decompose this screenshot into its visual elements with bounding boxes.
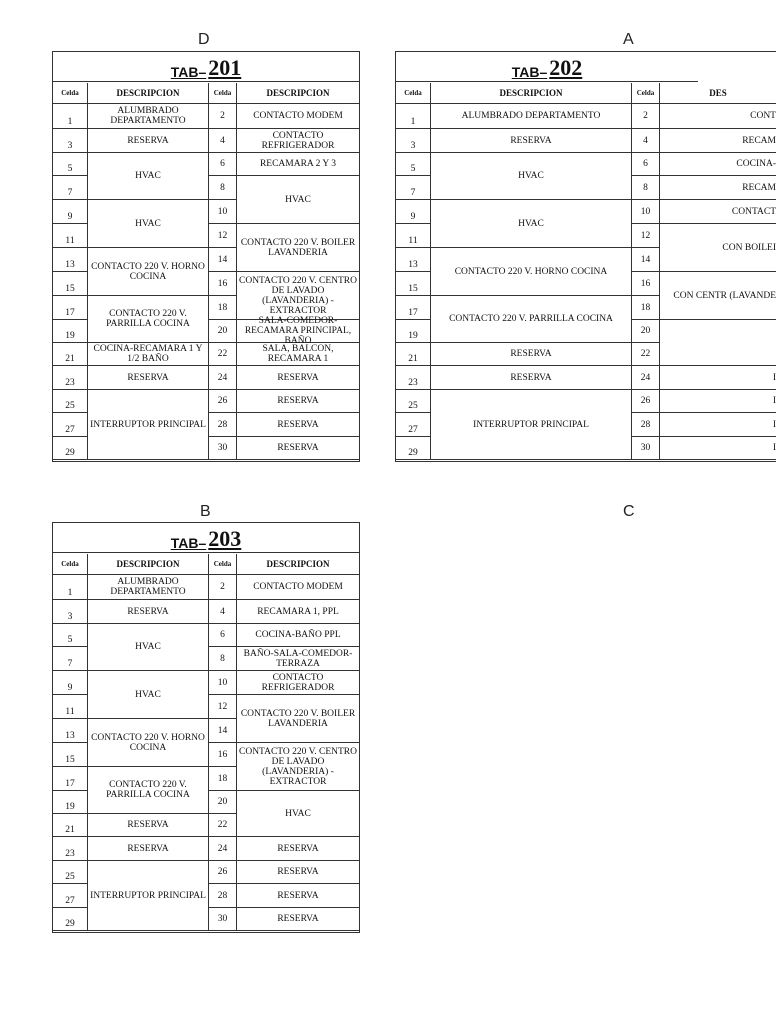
circuit-description: CON BOILEI [660,224,776,272]
circuit-number: 12 [209,224,237,248]
column-header: DESCRIPCION [237,554,359,575]
quadrant-letter-d: D [198,31,210,48]
circuit-description: CONTACTO 220 V. HORNO COCINA [88,248,209,296]
circuit-number: 26 [632,390,660,413]
panel-title [396,52,698,82]
circuit-number: 4 [632,129,660,153]
circuit-number: 5 [53,624,88,647]
circuit-description: CONTACTO 220 V. PARRILLA COCINA [431,296,632,343]
column-header: DESCRIPCION [88,83,209,104]
circuit-number: 20 [632,320,660,343]
circuit-description: HVAC [88,153,209,200]
circuit-description: SALA, BALCON, RECAMARA 1 [237,343,359,366]
circuit-description: RECAM [660,129,776,153]
circuit-number: 25 [53,861,88,884]
circuit-number: 9 [53,200,88,224]
circuit-description: COCINA-BAÑO PPL [237,624,359,647]
circuit-number: 1 [53,104,88,129]
circuit-number: 17 [53,767,88,791]
circuit-description: CONTACTO MODEM [237,575,359,600]
circuit-number: 24 [209,837,237,861]
circuit-number: 10 [632,200,660,224]
circuit-description: RESERVA [88,129,209,153]
circuit-number: 21 [53,814,88,837]
circuit-description: CONTACTO 220 V. CENTRO DE LAVADO (LAVANDERIA) - EXTRACTOR [237,272,359,320]
circuit-number: 1 [396,104,431,129]
circuit-number: 19 [53,791,88,814]
circuit-number: 14 [209,719,237,743]
circuit-number: 25 [53,390,88,413]
circuit-number: 3 [53,600,88,624]
circuit-number: 9 [396,200,431,224]
circuit-number: 11 [53,695,88,719]
circuit-description: RESERVA [431,343,632,366]
circuit-number: 19 [396,320,431,343]
circuit-description: BAÑO-SALA-COMEDOR-TERRAZA [237,647,359,671]
circuit-description: INTERRUPTOR PRINCIPAL [431,390,632,460]
circuit-description: HVAC [88,624,209,671]
circuit-number: 21 [53,343,88,366]
panel-title [53,52,359,82]
circuit-number: 12 [209,695,237,719]
circuit-description: CONT [660,104,776,129]
circuit-number: 19 [53,320,88,343]
circuit-number: 26 [209,861,237,884]
column-header: Celda [396,83,431,104]
circuit-number: 20 [209,320,237,343]
quadrant-letter-b: B [200,503,211,520]
circuit-description: INTERRUPTOR PRINCIPAL [88,861,209,931]
circuit-number: 23 [53,837,88,861]
circuit-description: ALUMBRADO DEPARTAMENTO [431,104,632,129]
column-header: Celda [53,83,88,104]
circuit-description: RECAMARA 2 Y 3 [237,153,359,176]
column-header: Celda [53,554,88,575]
circuit-description: CONTACTO 220 V. BOILER LAVANDERIA [237,695,359,743]
circuit-number: 3 [53,129,88,153]
circuit-number: 8 [209,647,237,671]
circuit-number: 9 [53,671,88,695]
circuit-number: 11 [53,224,88,248]
circuit-number: 23 [396,366,431,390]
circuit-number: 28 [209,884,237,908]
circuit-number: 11 [396,224,431,248]
panel-schedule-d [52,51,360,462]
circuit-description: RESERVA [237,908,359,931]
circuit-number: 4 [209,129,237,153]
tab-prefix: TAB– [511,64,548,80]
circuit-number: 7 [396,176,431,200]
circuit-description: RESERVA [431,129,632,153]
circuit-description: CONTACTO MODEM [237,104,359,129]
circuit-number: 30 [632,437,660,460]
tab-prefix: TAB– [170,64,207,80]
circuit-description: HVAC [88,671,209,719]
circuit-description: HVAC [431,153,632,200]
circuit-number: 24 [632,366,660,390]
circuit-number: 2 [209,575,237,600]
circuit-number: 2 [632,104,660,129]
circuit-number: 13 [53,719,88,743]
circuit-number: 5 [53,153,88,176]
panel-schedule-b [52,522,360,933]
column-header: DESCRIPCION [237,83,359,104]
circuit-description: RESERVA [237,437,359,460]
circuit-number: 5 [396,153,431,176]
circuit-description: RESERVA [237,413,359,437]
column-header: Celda [632,83,660,104]
circuit-number: 18 [209,767,237,791]
circuit-description: CONTACTO 220 V. HORNO COCINA [431,248,632,296]
circuit-number: 10 [209,200,237,224]
circuit-description: SALA-COMEDOR-RECAMARA PRINCIPAL, BAÑO [237,320,359,343]
circuit-number: 7 [53,176,88,200]
tab-prefix: TAB– [170,535,207,551]
circuit-number: 2 [209,104,237,129]
circuit-number: 17 [396,296,431,320]
circuit-number: 22 [209,814,237,837]
circuit-number: 6 [632,153,660,176]
circuit-number: 3 [396,129,431,153]
circuit-description: RECAMARA 1, PPL [237,600,359,624]
circuit-description: HVAC [237,791,359,837]
circuit-number: 29 [53,908,88,931]
circuit-number: 15 [396,272,431,296]
circuit-number: 8 [632,176,660,200]
circuit-description: RESERVA [88,366,209,390]
circuit-description: I [660,366,776,390]
circuit-number: 25 [396,390,431,413]
tab-number: 203 [208,526,242,551]
circuit-number: 15 [53,743,88,767]
circuit-description: COCINA-RECAMARA 1 Y 1/2 BAÑO [88,343,209,366]
circuit-number: 20 [209,791,237,814]
circuit-number: 16 [209,272,237,296]
circuit-description: RESERVA [237,884,359,908]
circuit-description: RESERVA [237,366,359,390]
circuit-number: 24 [209,366,237,390]
circuit-description: CONTACTO 220 V. PARRILLA COCINA [88,296,209,343]
circuit-number: 27 [53,413,88,437]
circuit-number: 8 [209,176,237,200]
column-header: Celda [209,83,237,104]
panel-schedule-a [395,51,776,462]
circuit-description: RESERVA [237,390,359,413]
panel-title [53,523,359,553]
circuit-number: 6 [209,624,237,647]
circuit-description: CONTACTO REFRIGERADOR [237,671,359,695]
circuit-number: 27 [396,413,431,437]
circuit-number: 30 [209,908,237,931]
column-header: DES [660,83,776,104]
column-header: DESCRIPCION [431,83,632,104]
circuit-number: 1 [53,575,88,600]
circuit-number: 26 [209,390,237,413]
circuit-number: 27 [53,884,88,908]
circuit-description: RESERVA [88,814,209,837]
circuit-number: 22 [209,343,237,366]
circuit-description: ALUMBRADO DEPARTAMENTO [88,104,209,129]
circuit-description: CONTACTO REFRIGERADOR [237,129,359,153]
circuit-description: COCINA- [660,153,776,176]
tab-number: 201 [208,55,242,80]
circuit-description: INTERRUPTOR PRINCIPAL [88,390,209,460]
circuit-description: I [660,437,776,460]
circuit-number: 28 [209,413,237,437]
circuit-number: 4 [209,600,237,624]
circuit-number: 23 [53,366,88,390]
quadrant-letter-a: A [623,31,634,48]
circuit-description: I [660,413,776,437]
circuit-description: RECAM [660,176,776,200]
circuit-description: RESERVA [237,837,359,861]
circuit-number: 29 [396,437,431,460]
quadrant-letter-c: C [623,503,635,520]
circuit-description: ALUMBRADO DEPARTAMENTO [88,575,209,600]
circuit-number: 30 [209,437,237,460]
circuit-description: CONTACTO 220 V. HORNO COCINA [88,719,209,767]
circuit-description: HVAC [88,200,209,248]
circuit-description: RESERVA [431,366,632,390]
circuit-number: 6 [209,153,237,176]
circuit-number: 12 [632,224,660,248]
circuit-description: CONTACTO 220 V. PARRILLA COCINA [88,767,209,814]
circuit-description: RESERVA [88,837,209,861]
circuit-number: 28 [632,413,660,437]
circuit-description: CONTACTO 220 V. BOILER LAVANDERIA [237,224,359,272]
circuit-number: 13 [53,248,88,272]
circuit-number: 14 [632,248,660,272]
circuit-number: 16 [632,272,660,296]
circuit-description: HVAC [431,200,632,248]
circuit-number: 29 [53,437,88,460]
circuit-number: 13 [396,248,431,272]
circuit-description: RESERVA [237,861,359,884]
circuit-number: 18 [209,296,237,320]
circuit-description: CON CENTR (LAVANDE [660,272,776,320]
circuit-description: I [660,390,776,413]
column-header: Celda [209,554,237,575]
circuit-description: RESERVA [88,600,209,624]
column-header: DESCRIPCION [88,554,209,575]
circuit-description: HVAC [237,176,359,224]
circuit-number: 17 [53,296,88,320]
circuit-number: 22 [632,343,660,366]
circuit-description: CONTACTO 220 V. CENTRO DE LAVADO (LAVANDERIA) - EXTRACTOR [237,743,359,791]
tab-number: 202 [549,55,583,80]
circuit-number: 16 [209,743,237,767]
circuit-description: CONTACT [660,200,776,224]
circuit-number: 14 [209,248,237,272]
circuit-number: 10 [209,671,237,695]
circuit-number: 21 [396,343,431,366]
circuit-number: 15 [53,272,88,296]
circuit-number: 7 [53,647,88,671]
circuit-number: 18 [632,296,660,320]
circuit-description [660,320,776,366]
